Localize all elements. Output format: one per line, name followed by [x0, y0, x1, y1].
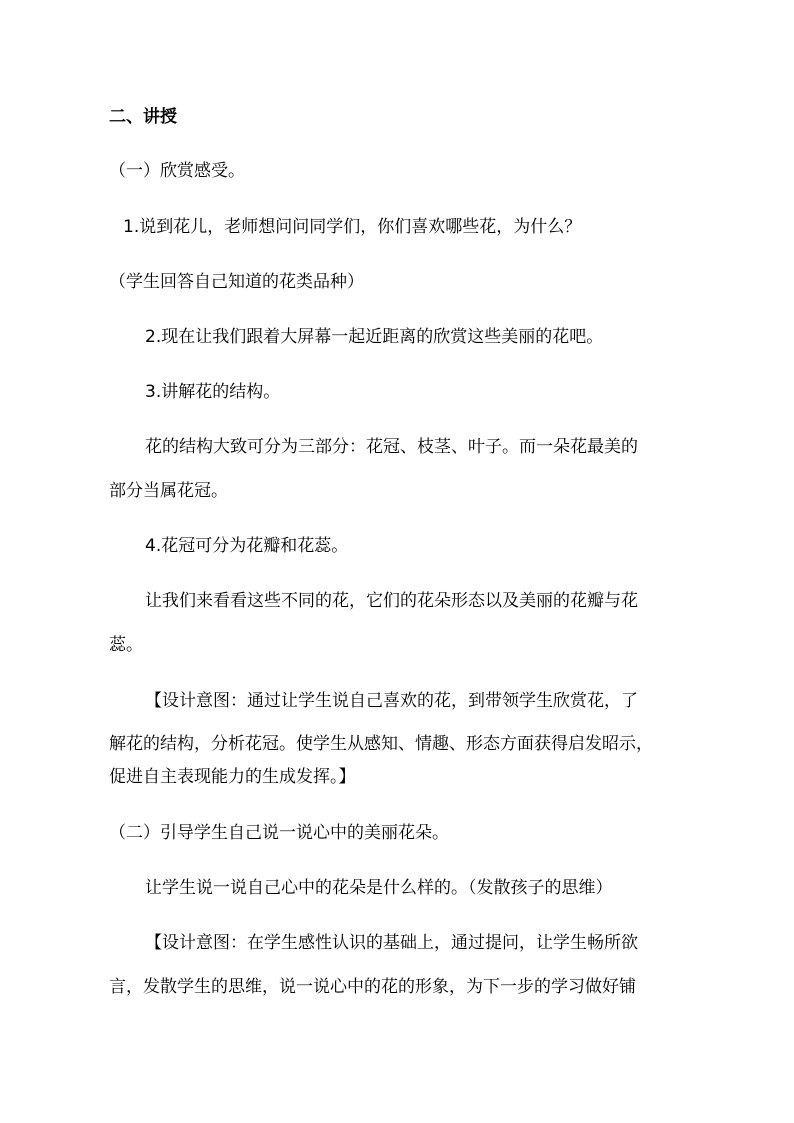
subsection-title-2: （二）引导学生自己说一说心中的美丽花朵。	[109, 823, 449, 843]
list-item-1: 1.说到花儿，老师想问问同学们，你们喜欢哪些花，为什么？	[123, 217, 582, 237]
paragraph-look-1: 让我们来看看这些不同的花，它们的花朵形态以及美丽的花瓣与花	[145, 591, 638, 611]
paragraph-structure-2: 部分当属花冠。	[109, 481, 228, 501]
list-item-3: 3.讲解花的结构。	[145, 382, 281, 402]
list-item-2: 2.现在让我们跟着大屏幕一起近距离的欣赏这些美丽的花吧。	[145, 327, 604, 347]
design-intent-1-line-3: 促进自主表现能力的生成发挥。】	[109, 767, 356, 787]
design-intent-2-line-2: 言，发散学生的思维，说一说心中的花的形象，为下一步的学习做好铺	[109, 977, 636, 997]
list-item-4: 4.花冠可分为花瓣和花蕊。	[145, 536, 349, 556]
subsection-title-1: （一）欣赏感受。	[109, 161, 245, 181]
design-intent-1-line-1: 【设计意图：通过让学生说自己喜欢的花，到带领学生欣赏花，了	[145, 691, 638, 711]
paragraph-speak: 让学生说一说自己心中的花朵是什么样的。（发散孩子的思维）	[145, 878, 613, 898]
design-intent-1-line-2: 解花的结构，分析花冠。使学生从感知、情趣、形态方面获得启发昭示，	[109, 734, 653, 754]
list-item-1-note: （学生回答自己知道的花类品种）	[109, 272, 364, 292]
paragraph-structure-1: 花的结构大致可分为三部分：花冠、枝茎、叶子。而一朵花最美的	[145, 437, 638, 457]
design-intent-2-line-1: 【设计意图：在学生感性认识的基础上，通过提问，让学生畅所欲	[145, 933, 638, 953]
section-heading: 二、讲授	[109, 107, 177, 127]
paragraph-look-2: 蕊。	[109, 635, 143, 655]
